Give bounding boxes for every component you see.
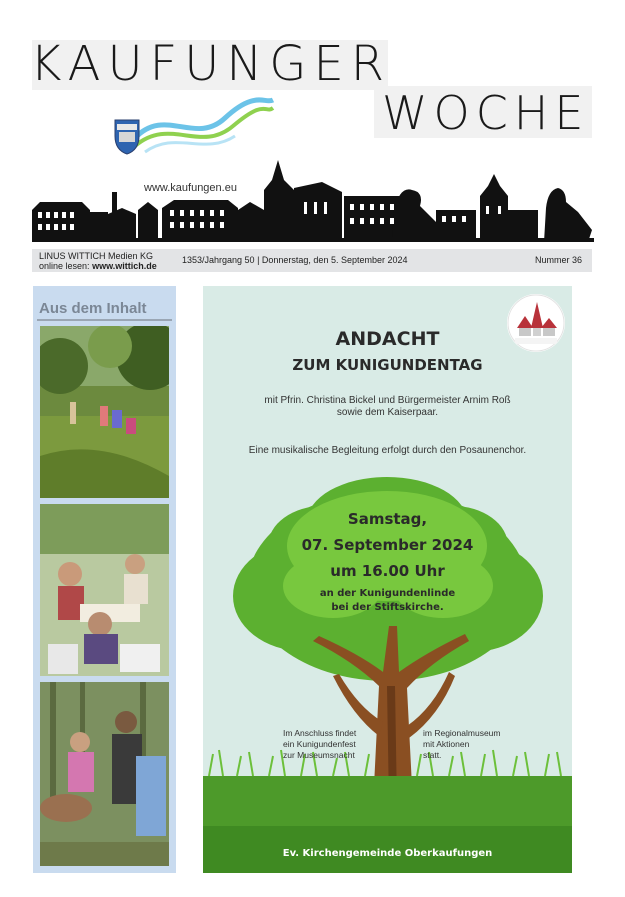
photo-forest-deer[interactable]	[40, 682, 169, 866]
issue-date: 1353/Jahrgang 50 | Donnerstag, den 5. September 2024	[182, 255, 408, 265]
note-line: mit Aktionen	[423, 739, 470, 749]
note-line: zur Museumsnacht	[283, 750, 355, 760]
online-url-link[interactable]: www.wittich.de	[92, 261, 157, 271]
sidebar-title: Aus dem Inhalt	[39, 300, 147, 317]
sidebar-divider	[37, 319, 172, 321]
newspaper-title-line-1: KAUFUNGER	[30, 36, 392, 92]
note-line: Im Anschluss findet	[283, 728, 357, 738]
poster-footer-organizer: Ev. Kirchengemeinde Oberkaufungen	[282, 848, 493, 859]
event-location-line-1: an der Kunigundenlinde	[319, 588, 456, 599]
afterwards-note-left	[283, 728, 356, 761]
note-line: ein Kunigundenfest	[283, 739, 356, 749]
event-date: 07. September 2024	[301, 536, 474, 554]
andacht-poster	[203, 286, 572, 873]
issue-info-bar	[32, 249, 592, 272]
note-line: im Regionalmuseum	[423, 728, 501, 738]
photo-garden-children[interactable]	[40, 326, 169, 498]
online-label: online lesen:	[39, 261, 90, 271]
event-location-line-2: bei der Stiftskirche.	[331, 602, 444, 613]
publisher-name: LINUS WITTICH Medien KG	[39, 251, 154, 261]
newspaper-title-line-2: WOCHE	[382, 86, 590, 140]
poster-hosts-line-2: sowie dem Kaiserpaar.	[336, 407, 439, 418]
poster-music-note: Eine musikalische Begleitung erfolgt durch den Posaunenchor.	[248, 445, 527, 456]
photo-table-gathering[interactable]	[40, 504, 169, 676]
event-day: Samstag,	[347, 510, 428, 528]
publisher-info	[39, 251, 157, 271]
poster-title: ANDACHT	[335, 328, 440, 350]
event-time: um 16.00 Uhr	[330, 562, 445, 580]
contents-sidebar	[33, 286, 176, 873]
town-skyline-silhouette	[32, 150, 594, 242]
issue-number: Nummer 36	[534, 255, 582, 265]
note-line: statt.	[423, 750, 442, 760]
poster-subtitle: ZUM KUNIGUNDENTAG	[292, 356, 483, 374]
poster-hosts-line-1: mit Pfrin. Christina Bickel und Bürgermeister Arnim Roß	[264, 395, 511, 406]
website-url: www.kaufungen.eu	[144, 182, 237, 194]
town-emblem-logo	[105, 96, 275, 158]
afterwards-note-right	[423, 728, 500, 761]
